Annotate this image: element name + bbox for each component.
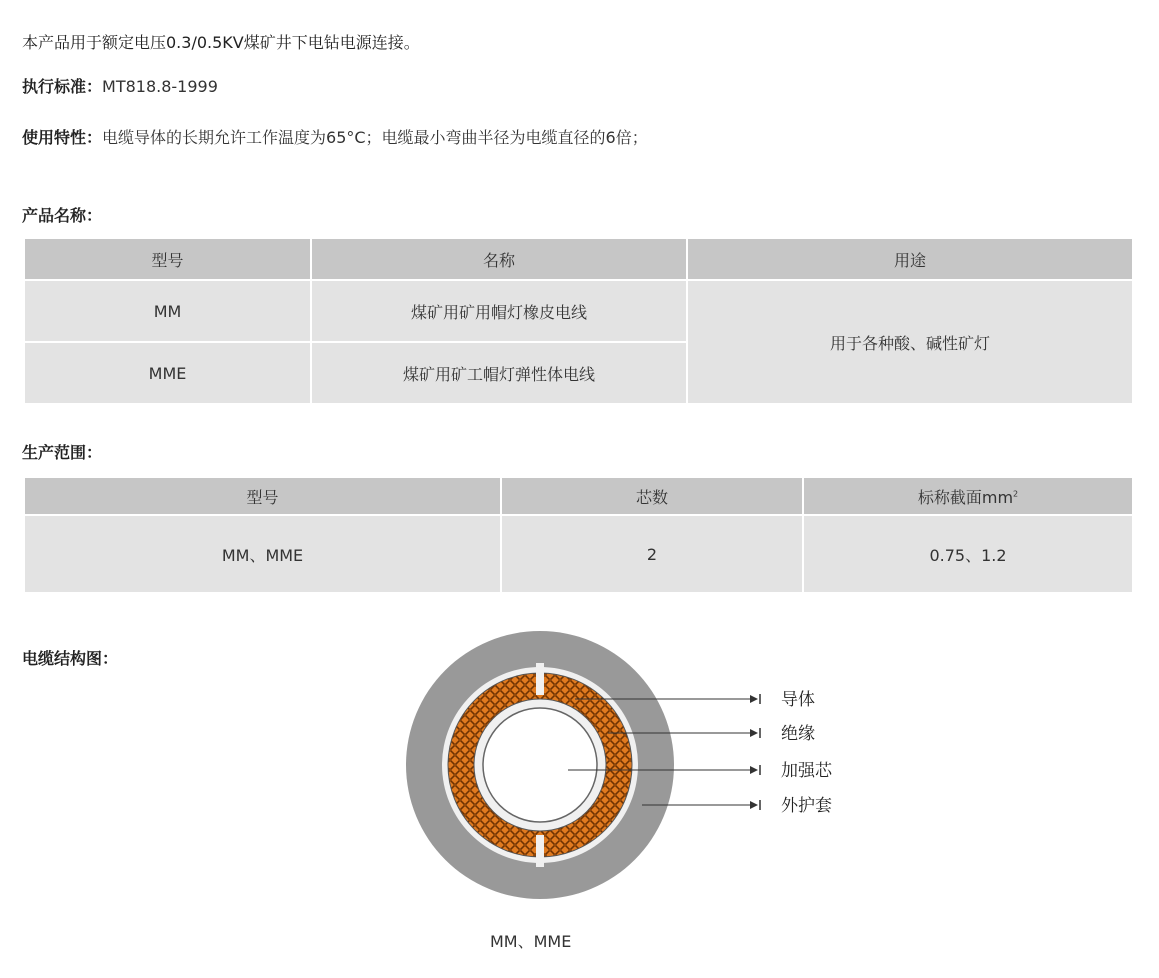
header-section-text: 标称截面mm xyxy=(917,487,1014,507)
standard-line xyxy=(22,74,218,97)
cell-model: MM、MME xyxy=(24,515,501,593)
intro-text: 本产品用于额定电压0.3/0.5KV煤矿井下电钻电源连接。 xyxy=(22,33,420,52)
cell-usage: 用于各种酸、碱性矿灯 xyxy=(687,280,1133,404)
table-header-row xyxy=(24,477,1133,515)
cell-model: MME xyxy=(24,342,311,404)
production-range-title: 生产范围： xyxy=(22,443,103,462)
characteristics-line xyxy=(22,125,648,148)
conductor-gap-bottom xyxy=(536,835,544,867)
standard-value: MT818.8-1999 xyxy=(102,77,218,96)
product-names-title: 产品名称： xyxy=(22,206,103,225)
cell-section: 0.75、1.2 xyxy=(803,515,1133,593)
arrow-icon xyxy=(750,766,758,774)
label-reinforcing-core: 加强芯 xyxy=(781,761,832,781)
header-section-sup: 2 xyxy=(1013,489,1019,499)
reinforcing-core xyxy=(483,708,597,822)
production-range-table xyxy=(23,476,1134,594)
structure-title: 电缆结构图： xyxy=(22,649,119,668)
cell-name: 煤矿用矿工帽灯弹性体电线 xyxy=(311,342,687,404)
product-names-table xyxy=(23,237,1134,405)
label-insulation: 绝缘 xyxy=(781,724,815,744)
header-model: 型号 xyxy=(24,238,311,280)
cell-name: 煤矿用矿用帽灯橡皮电线 xyxy=(311,280,687,342)
characteristics-value: 电缆导体的长期允许工作温度为65°C；电缆最小弯曲半径为电缆直径的6倍； xyxy=(102,128,648,147)
header-section xyxy=(803,477,1133,515)
header-usage: 用途 xyxy=(687,238,1133,280)
table-row xyxy=(24,280,1133,342)
header-cores: 芯数 xyxy=(501,477,803,515)
diagram-caption: MM、MME xyxy=(490,932,572,951)
arrow-icon xyxy=(750,695,758,703)
arrow-icon xyxy=(750,729,758,737)
characteristics-label: 使用特性： xyxy=(22,128,103,147)
table-row xyxy=(24,515,1133,593)
header-name: 名称 xyxy=(311,238,687,280)
cell-model: MM xyxy=(24,280,311,342)
standard-label: 执行标准： xyxy=(22,77,103,96)
header-model: 型号 xyxy=(24,477,501,515)
label-conductor: 导体 xyxy=(781,690,815,710)
label-outer-jacket: 外护套 xyxy=(781,796,832,816)
cable-structure-diagram xyxy=(380,625,880,925)
conductor-gap-top xyxy=(536,663,544,695)
cell-cores: 2 xyxy=(501,515,803,593)
table-header-row xyxy=(24,238,1133,280)
arrow-icon xyxy=(750,801,758,809)
